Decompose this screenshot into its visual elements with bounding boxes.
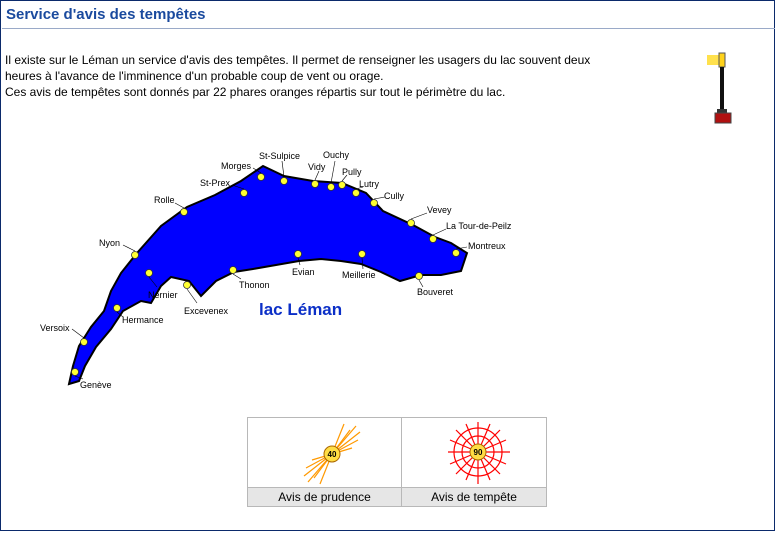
lake-geneva-map xyxy=(1,141,561,401)
tempete-light-icon xyxy=(402,418,546,488)
town-label-pully: Pully xyxy=(342,167,362,177)
prudence-light-icon xyxy=(248,418,402,488)
lamp-marker-nyon xyxy=(132,252,139,259)
page-title: Service d'avis des tempêtes xyxy=(6,6,206,23)
lamp-marker-rolle xyxy=(181,209,188,216)
lamp-marker-latour xyxy=(430,236,437,243)
lamp-marker-bouveret xyxy=(416,273,423,280)
town-label-evian: Evian xyxy=(292,267,315,277)
warning-legend xyxy=(247,417,547,507)
town-label-ouchy: Ouchy xyxy=(323,150,350,160)
lamp-marker-ouchy xyxy=(328,184,335,191)
town-label-stprex: St-Prex xyxy=(200,178,231,188)
lamp-marker-hermance xyxy=(114,305,121,312)
lighthouse-lamp-icon xyxy=(701,49,741,129)
town-label-versoix: Versoix xyxy=(40,323,70,333)
lake-name-label: lac Léman xyxy=(259,300,343,319)
town-label-vevey: Vevey xyxy=(427,205,452,215)
lamp-marker-stprex xyxy=(241,190,248,197)
town-label-rolle: Rolle xyxy=(154,195,175,205)
town-label-thonon: Thonon xyxy=(239,280,270,290)
legend-label-prudence: Avis de prudence xyxy=(248,487,401,506)
lamp-marker-vidy xyxy=(312,181,319,188)
town-label-nyon: Nyon xyxy=(99,238,121,248)
town-label-nernier: Nernier xyxy=(148,290,178,300)
lake-shape xyxy=(69,166,467,384)
tempete-light-number: 90 xyxy=(473,448,483,457)
legend-item-tempete xyxy=(402,418,546,506)
town-label-montreux: Montreux xyxy=(468,241,506,251)
lamp-marker-meillerie xyxy=(359,251,366,258)
lamp-marker-vevey xyxy=(408,220,415,227)
lamp-marker-montreux xyxy=(453,250,460,257)
town-label-geneve: Genève xyxy=(80,380,112,390)
lamp-marker-versoix xyxy=(81,339,88,346)
lamp-marker-geneve xyxy=(72,369,79,376)
town-label-bouveret: Bouveret xyxy=(417,287,454,297)
town-label-lutry: Lutry xyxy=(359,179,380,189)
town-label-hermance: Hermance xyxy=(122,315,164,325)
town-label-vidy: Vidy xyxy=(308,162,326,172)
intro-text-line-1: Il existe sur le Léman un service d'avis des tempêtes. Il permet de renseigner les usagers du lac souvent deux xyxy=(5,53,591,67)
legend-label-tempete: Avis de tempête xyxy=(402,487,546,506)
town-label-cully: Cully xyxy=(384,191,405,201)
lamp-marker-thonon xyxy=(230,267,237,274)
town-label-morges: Morges xyxy=(221,161,252,171)
town-label-latour: La Tour-de-Peilz xyxy=(446,221,512,231)
lamp-marker-excevenex xyxy=(184,282,191,289)
intro-text-line-2: heures à l'avance de l'imminence d'un probable coup de vent ou orage. xyxy=(5,69,384,83)
lamp-marker-evian xyxy=(295,251,302,258)
town-label-stsulpice: St-Sulpice xyxy=(259,151,301,161)
lamp-marker-morges xyxy=(258,174,265,181)
lamp-marker-cully xyxy=(371,200,378,207)
legend-item-prudence xyxy=(248,418,402,506)
lamp-marker-pully xyxy=(339,182,346,189)
title-divider xyxy=(2,28,775,29)
lamp-marker-nernier xyxy=(146,270,153,277)
lamp-marker-lutry xyxy=(353,190,360,197)
lamp-marker-stsulpice xyxy=(281,178,288,185)
town-label-excevenex: Excevenex xyxy=(184,306,229,316)
intro-text-line-3: Ces avis de tempêtes sont donnés par 22 phares oranges répartis sur tout le périmètre du lac. xyxy=(5,85,506,99)
prudence-light-number: 40 xyxy=(327,450,337,459)
town-label-meillerie: Meillerie xyxy=(342,270,376,280)
